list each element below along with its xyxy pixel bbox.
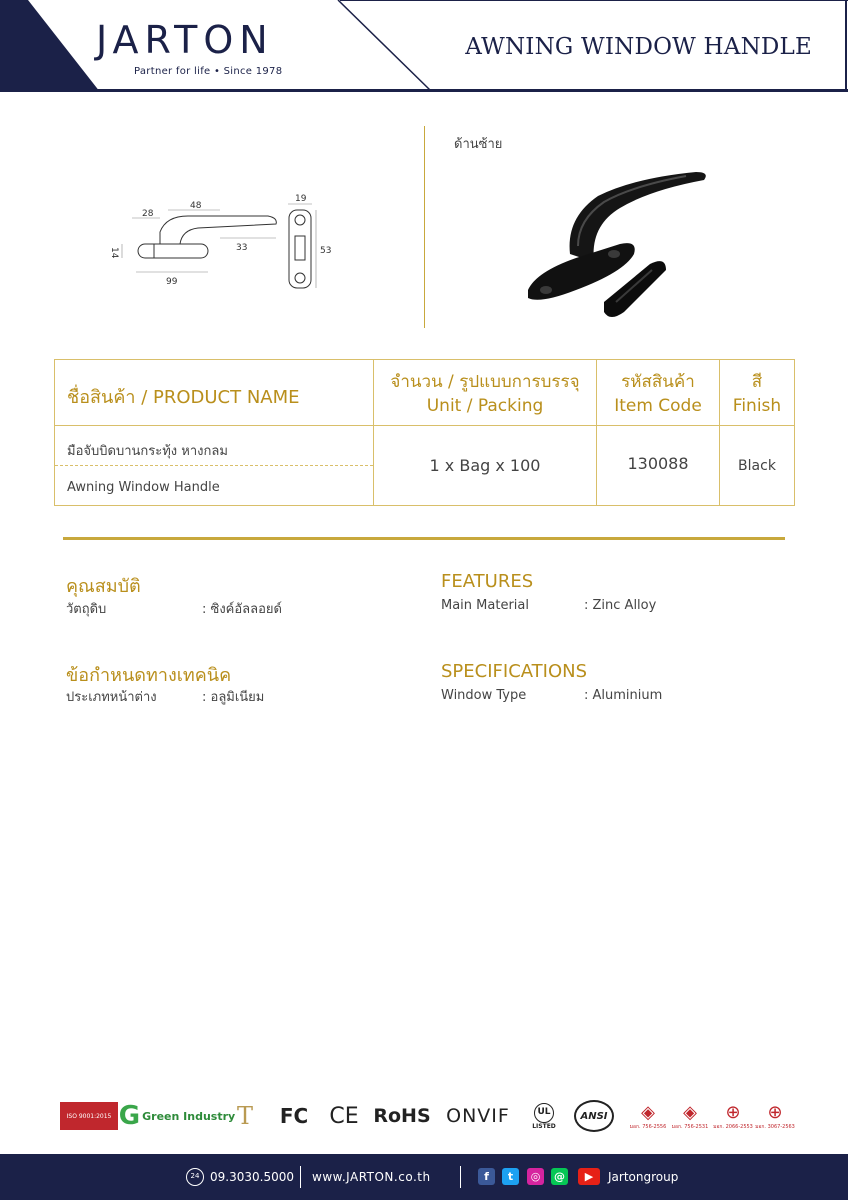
dimension-drawing bbox=[108, 186, 348, 296]
facebook-icon[interactable]: f bbox=[478, 1168, 495, 1185]
code-cell bbox=[597, 426, 719, 505]
features-value-en: : Zinc Alloy bbox=[584, 598, 657, 613]
tis-circle-icon: ⊕ bbox=[725, 1102, 741, 1123]
header-code-cell bbox=[597, 360, 719, 425]
footer-social-handle[interactable]: Jartongroup bbox=[608, 1170, 679, 1184]
tis-logo-2 bbox=[670, 1098, 710, 1136]
product-name-en: Awning Window Handle bbox=[67, 480, 220, 495]
footer-phone[interactable]: 09.3030.5000 bbox=[210, 1170, 294, 1184]
dim-33-label: 33 bbox=[236, 243, 248, 253]
tis-diamond-icon: ◈ bbox=[683, 1102, 697, 1123]
product-table bbox=[54, 359, 795, 506]
footer-separator bbox=[300, 1166, 301, 1188]
header-unit-en: Unit / Packing bbox=[426, 396, 544, 416]
features-heading-th: คุณสมบัติ bbox=[66, 576, 141, 597]
jarton-logo bbox=[96, 16, 326, 80]
specs-value-th: : อลูมิเนียม bbox=[202, 690, 265, 705]
tis-diamond-icon: ◈ bbox=[641, 1102, 655, 1123]
specs-heading-th: ข้อกำหนดทางเทคนิค bbox=[66, 665, 232, 686]
page-header bbox=[0, 0, 848, 92]
tis-logo-4 bbox=[754, 1098, 796, 1136]
specs-label-en: Window Type bbox=[441, 688, 527, 703]
footer-website[interactable]: www.JARTON.co.th bbox=[312, 1170, 431, 1184]
header-color-cell bbox=[720, 360, 794, 425]
dim-48-label: 48 bbox=[190, 201, 202, 211]
iso-text: ISO 9001:2015 bbox=[66, 1112, 112, 1120]
tis-text-3: มอก. 2066-2553 bbox=[713, 1124, 753, 1130]
header-product-name: ชื่อสินค้า / PRODUCT NAME bbox=[67, 387, 300, 408]
dim-53-label: 53 bbox=[320, 246, 332, 256]
green-industry-logo bbox=[118, 1100, 236, 1132]
instagram-icon[interactable]: ◎ bbox=[527, 1168, 544, 1185]
tis-text-1: มอก. 756-2556 bbox=[629, 1124, 667, 1130]
dim-14-label: 14 bbox=[109, 247, 119, 259]
features-value-th: : ซิงค์อัลลอยด์ bbox=[202, 602, 282, 617]
certification-logos bbox=[56, 1096, 796, 1136]
page-footer bbox=[0, 1154, 848, 1200]
unit-value: 1 x Bag x 100 bbox=[429, 456, 541, 475]
header-unit-th: จำนวน / รูปแบบการบรรจุ bbox=[390, 372, 580, 392]
specs-heading-en: SPECIFICATIONS bbox=[441, 661, 588, 682]
tis-t-logo: T bbox=[236, 1102, 253, 1130]
table-dashed-divider bbox=[55, 465, 373, 466]
header-color-th: สี bbox=[751, 372, 763, 392]
dim-99-label: 99 bbox=[166, 277, 178, 287]
green-g-icon: G bbox=[118, 1101, 141, 1131]
tis-logo-3 bbox=[712, 1098, 754, 1136]
youtube-icon[interactable]: ▶ bbox=[578, 1168, 600, 1185]
fc-logo: FC bbox=[279, 1104, 309, 1128]
brand-tagline: Partner for life • Since 1978 bbox=[134, 66, 283, 77]
product-photo bbox=[516, 162, 716, 332]
header-unit-cell bbox=[374, 360, 596, 425]
finish-value: Black bbox=[738, 458, 776, 474]
tis-text-4: มอก. 3067-2563 bbox=[755, 1124, 795, 1130]
ce-logo: CE bbox=[329, 1103, 359, 1129]
iso-logo bbox=[60, 1102, 118, 1130]
phone-24h-icon: 24 bbox=[186, 1168, 204, 1186]
tis-logo-1 bbox=[628, 1098, 668, 1136]
brand-name: JARTON bbox=[96, 18, 274, 62]
onvif-logo: ONVIF bbox=[446, 1105, 510, 1127]
image-divider bbox=[424, 126, 425, 328]
specs-label-th: ประเภทหน้าต่าง bbox=[66, 690, 157, 705]
footer-separator bbox=[460, 1166, 461, 1188]
header-color-en: Finish bbox=[732, 396, 782, 416]
specs-value-en: : Aluminium bbox=[584, 688, 663, 703]
section-divider bbox=[63, 537, 785, 540]
color-cell bbox=[720, 426, 794, 505]
product-name-th: มือจับบิดบานกระทุ้ง หางกลม bbox=[67, 444, 228, 459]
line-icon[interactable]: @ bbox=[551, 1168, 568, 1185]
twitter-icon[interactable]: t bbox=[502, 1168, 519, 1185]
rohs-logo: RoHS bbox=[373, 1105, 431, 1127]
dim-19-label: 19 bbox=[295, 194, 307, 204]
header-code-en: Item Code bbox=[614, 396, 702, 416]
ul-listed-logo bbox=[526, 1098, 562, 1134]
ul-listed-text: LISTED bbox=[532, 1122, 556, 1130]
features-label-en: Main Material bbox=[441, 598, 529, 613]
ul-mark: UL bbox=[534, 1103, 554, 1123]
page-title: AWNING WINDOW HANDLE bbox=[465, 34, 812, 60]
item-code-value: 130088 bbox=[627, 454, 689, 473]
header-code-th: รหัสสินค้า bbox=[621, 372, 695, 392]
green-industry-text: Green Industry bbox=[142, 1109, 236, 1123]
dim-28-label: 28 bbox=[142, 209, 154, 219]
tis-circle-icon: ⊕ bbox=[767, 1102, 783, 1123]
features-label-th: วัตถุดิบ bbox=[66, 602, 107, 617]
tis-text-2: มอก. 756-2531 bbox=[671, 1124, 709, 1130]
features-heading-en: FEATURES bbox=[441, 571, 534, 592]
ansi-logo: ANSI bbox=[574, 1100, 614, 1132]
side-label: ด้านซ้าย bbox=[454, 137, 503, 152]
unit-cell bbox=[374, 426, 596, 505]
